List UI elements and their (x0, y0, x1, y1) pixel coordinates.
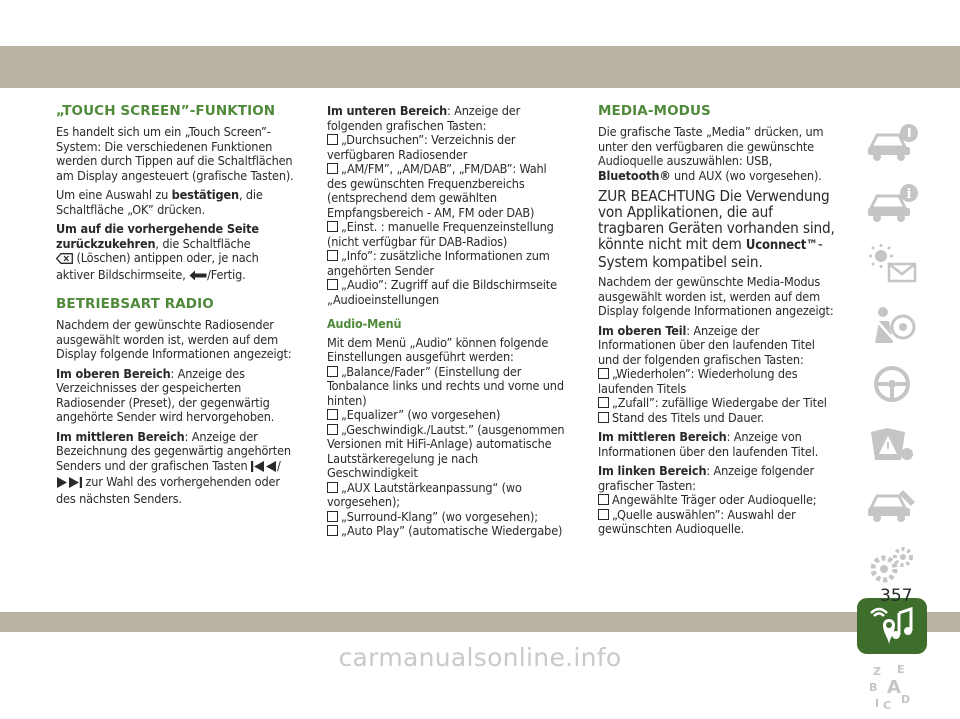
heading-audio-menu: Audio-Menü (327, 316, 402, 331)
previous-icon (251, 461, 277, 476)
list-item-text: „Surround-Klang” (wo vorgesehen); (341, 508, 538, 524)
checkbox-square-icon (327, 409, 338, 420)
gears-icon (865, 545, 919, 587)
checkbox-square-icon (327, 279, 338, 290)
text: , die Schaltfläche „OK” drücken. (56, 187, 263, 217)
text: Um eine Auswahl zu (56, 187, 172, 202)
car-info-alert-icon (865, 182, 919, 224)
list-item-text: „Einst. : manuelle Frequenzeinstellung (nicht verfügbar für DAB-Radios) (327, 219, 554, 249)
list-item (327, 408, 567, 423)
svg-text:E: E (897, 662, 905, 676)
list-item (327, 365, 567, 409)
checkbox-square-icon (598, 368, 609, 379)
paragraph (598, 324, 838, 368)
checkbox-square-icon (327, 163, 338, 174)
checkbox-square-icon (598, 494, 609, 505)
chapter-tab-index[interactable] (857, 659, 927, 715)
list-item-text: „Geschwindigk./Lautst.” (ausgenommen Versionen mit HiFi-Anlage) automatische Lautstärkeregelung je nach Geschwindigkeit (327, 421, 565, 480)
backspace-icon (56, 253, 73, 268)
car-info-icon (865, 121, 919, 163)
next-icon (56, 477, 82, 492)
bottom-bar (0, 612, 960, 632)
page-number: 357 (880, 586, 913, 606)
text: ZUR BEACHTUNG Die Verwendung von Applikationen, die auf tragbaren Geräten vorhanden sind, könnte nicht mit dem (598, 187, 835, 253)
bold-text: Uconnect™ (745, 238, 818, 253)
paragraph: Nachdem der gewünschte Radiosender ausgewählt worden ist, werden auf dem Display folgende Informationen angezeigt: (56, 317, 292, 361)
list-item-text: „Zufall”: zufällige Wiedergabe der Titel (612, 395, 827, 410)
paragraph: Mit dem Menü „Audio” können folgende Einstellungen ausgeführt werden: (327, 334, 549, 364)
road-sign-icon (865, 424, 919, 466)
list-item-text: „Equalizer” (wo vorgesehen) (341, 407, 501, 422)
heading-media-mode: MEDIA-MODUS (598, 103, 711, 119)
list-item-text: Stand des Titels und Dauer. (612, 409, 764, 425)
checkbox-square-icon (327, 525, 338, 536)
checkbox-square-icon (327, 250, 338, 261)
text: /Fertig. (207, 266, 246, 282)
steering-wheel-icon (865, 363, 919, 405)
svg-text:I: I (875, 696, 880, 710)
paragraph: Es handelt sich um ein „Touch Screen”-System: Die verschiedenen Funktionen werden durch Tippen auf die Schaltflächen am Display angesteuert (grafische Tasten). (56, 124, 294, 183)
bold-text: bestätigen (171, 187, 239, 202)
text: zur Wahl des vorhergehenden oder des nächsten Senders. (56, 474, 280, 506)
list-item-text: „AM/FM”, „AM/DAB”, „FM/DAB”: Wahl des gewünschten Frequenzbereichs (entsprechend dem gewählten Empfangsbereich - AM, FM oder DAB) (327, 161, 547, 220)
chapter-tab-car-alert[interactable] (857, 175, 927, 231)
list-item (598, 367, 838, 396)
watermark: carmanualsonline.info (338, 643, 622, 672)
paragraph (56, 430, 296, 507)
column-2 (327, 104, 567, 539)
checkbox-square-icon (327, 221, 338, 232)
svg-text:B: B (869, 680, 878, 694)
svg-text:i: i (906, 186, 912, 202)
paragraph (56, 188, 296, 217)
checkbox-square-icon (327, 511, 338, 522)
list-item (327, 524, 567, 539)
checkbox-square-icon (327, 366, 338, 377)
list-item (598, 411, 838, 426)
heading-radio: BETRIEBSART RADIO (56, 296, 214, 312)
chapter-tab-driving[interactable] (857, 356, 927, 412)
chapter-tab-emergency[interactable] (857, 417, 927, 473)
list-item (327, 133, 567, 162)
bold-text: Bluetooth® (598, 167, 671, 183)
chapter-tab-warning-lights[interactable] (857, 235, 927, 291)
list-item-text: Angewählte Träger oder Audioquelle; (612, 492, 817, 507)
paragraph (56, 222, 296, 284)
text: / (277, 457, 281, 473)
checkbox-square-icon (598, 412, 609, 423)
list-item-text: „Quelle auswählen”: Auswahl der gewünschten Audioquelle. (598, 506, 796, 536)
warning-lights-icon (865, 242, 919, 284)
list-item-text: „Durchsuchen”: Verzeichnis der verfügbaren Radiosender (327, 132, 516, 162)
music-navigation-icon (865, 603, 919, 649)
bold-text: Im mittleren Bereich (56, 428, 185, 444)
bold-text: Im oberen Bereich (56, 365, 171, 381)
text: : Anzeige der folgenden grafischen Tasten: (327, 103, 521, 133)
text: : Anzeige des Verzeichnisses der gespeicherten Radiosender (Preset), der gegenwärtig angehörte Sender wird hervorgehoben. (56, 365, 275, 424)
text: -System kompatibel sein. (598, 235, 823, 271)
list-item-text: „Wiederholen”: Wiederholung des laufenden Titels (598, 366, 798, 396)
paragraph (327, 104, 567, 133)
car-service-icon (865, 484, 919, 526)
bold-text: Um auf die vorhergehende Seite zurückzukehren (56, 221, 259, 251)
bold-text: Im unteren Bereich (327, 103, 448, 118)
list-item (598, 508, 838, 537)
paragraph (598, 464, 838, 493)
list-item-text: „Audio”: Zugriff auf die Bildschirmseite „Audioeinstellungen (327, 277, 557, 307)
text: und AUX (wo vorgesehen). (670, 167, 822, 183)
paragraph (56, 367, 296, 425)
checkbox-square-icon (598, 397, 609, 408)
checkbox-square-icon (327, 424, 338, 435)
list-item-text: „Balance/Fader” (Einstellung der Tonbalance links und rechts und vorne und hinten) (327, 363, 564, 408)
seatbelt-airbag-icon (865, 303, 919, 345)
svg-text:A: A (887, 676, 901, 698)
svg-text:Z: Z (873, 664, 881, 678)
paragraph: Nachdem der gewünschte Media-Modus ausgewählt worden ist, werden auf dem Display folgende Informationen angezeigt: (598, 274, 834, 318)
svg-text:C: C (883, 698, 892, 711)
chapter-tab-service[interactable] (857, 477, 927, 533)
svg-text:D: D (901, 692, 911, 706)
text: , die Schaltfläche (155, 235, 251, 251)
text: : Anzeige von Informationen über den laufenden Titel. (598, 429, 819, 459)
top-bar (0, 46, 960, 88)
note (598, 188, 838, 270)
alphabet-index-icon (865, 663, 919, 711)
chapter-tab-car-info[interactable] (857, 114, 927, 170)
list-item (327, 249, 567, 278)
chapter-tab-safety[interactable] (857, 296, 927, 352)
list-item (327, 423, 567, 481)
bold-text: Im linken Bereich (598, 463, 707, 478)
list-item-text: „Info”: zusätzliche Informationen zum angehörten Sender (327, 248, 550, 278)
top-band (0, 0, 960, 88)
column-3 (598, 103, 838, 537)
chapter-tab-multimedia[interactable] (857, 598, 927, 654)
checkbox-square-icon (327, 134, 338, 145)
checkbox-square-icon (598, 509, 609, 520)
list-item-text: „Auto Play” (automatische Wiedergabe) (341, 523, 563, 538)
text: : Anzeige der Bezeichnung des gegenwärtig angehörten Senders und der grafischen Tasten (56, 428, 291, 473)
list-item (327, 220, 567, 249)
paragraph (598, 125, 838, 183)
heading-touch-screen: „TOUCH SCREEN”-FUNKTION (56, 103, 276, 119)
text: : Anzeige der Informationen über den laufenden Titel und der folgenden grafischen Tasten: (598, 322, 815, 367)
list-item-text: „AUX Lautstärkeanpassung“ (wo vorgesehen); (327, 479, 522, 509)
chapter-index-sidebar (857, 114, 927, 719)
bold-text: Im mittleren Bereich (598, 429, 727, 444)
list-item (327, 510, 567, 525)
list-item (327, 481, 567, 510)
list-item (598, 396, 838, 411)
back-arrow-icon (189, 270, 207, 285)
text: Die grafische Taste „Media” drücken, um unter den verfügbaren die gewünschte Audioquelle auszuwählen: USB, (598, 124, 824, 168)
list-item (327, 162, 567, 220)
text: (Löschen) antippen oder, je nach aktiver Bildschirmseite, (56, 250, 259, 282)
text: : Anzeige folgender grafischer Tasten: (598, 463, 814, 493)
paragraph (598, 430, 838, 459)
bold-text: Im oberen Teil (598, 322, 687, 338)
list-item (598, 493, 838, 508)
checkbox-square-icon (327, 482, 338, 493)
list-item (327, 278, 567, 307)
column-1 (56, 103, 296, 511)
